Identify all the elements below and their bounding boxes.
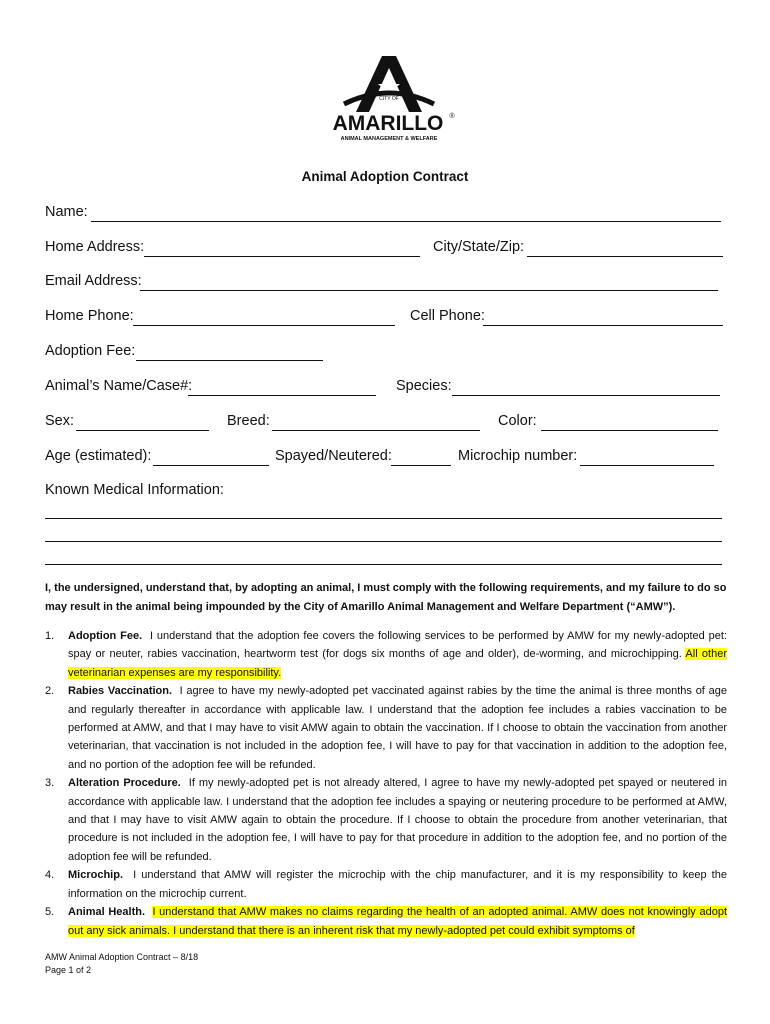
microchip-number-label: Microchip number: bbox=[458, 448, 578, 464]
item-text: I understand that AMW will register the microchip with the chip manufacturer, and it is my responsibility to keep the information on the microchip current. bbox=[68, 869, 727, 900]
home-phone-label: Home Phone: bbox=[45, 308, 134, 324]
medical-info-line-1[interactable] bbox=[45, 518, 722, 519]
color-field[interactable] bbox=[541, 430, 718, 431]
item-number: 5. bbox=[45, 906, 55, 919]
requirements-list bbox=[45, 627, 727, 940]
item-text: I understand that the adoption fee covers the following services to be performed by AMW for my newly-adopted pet: spay or neuter, rabies vaccination, heartworm test (for dogs six months of age and older), de-worming, and microchipping. bbox=[68, 630, 727, 661]
item-text: I agree to have my newly-adopted pet vaccinated against rabies by the time the animal is three months of age and regularly thereafter in accordance with applicable law. I understand that the adoption fee includes a rabies vaccination to be performed at AMW, and that I may have to visit AMW again to obtain the vaccination. If I choose to obtain the vaccination from another veterinarian, that vaccination is not included in the adoption fee, I will have to pay for that vaccination in addition to the adoption fee, and no portion of the adoption fee will be refunded. bbox=[68, 685, 727, 771]
spayed-neutered-label: Spayed/Neutered: bbox=[275, 448, 392, 464]
animal-name-label: Animal’s Name/Case#: bbox=[45, 378, 193, 394]
footer-page-number: Page 1 of 2 bbox=[45, 965, 92, 975]
item-number: 1. bbox=[45, 630, 55, 642]
item-number: 3. bbox=[45, 777, 55, 790]
animal-name-field[interactable] bbox=[188, 395, 376, 396]
species-field[interactable] bbox=[452, 395, 720, 396]
item-number: 4. bbox=[45, 869, 55, 882]
email-label: Email Address: bbox=[45, 273, 142, 289]
species-label: Species: bbox=[396, 378, 452, 394]
item-heading: Microchip. bbox=[68, 869, 124, 882]
age-field[interactable] bbox=[153, 465, 269, 466]
sex-field[interactable] bbox=[76, 430, 209, 431]
footer-doc-id: AMW Animal Adoption Contract – 8/18 bbox=[45, 952, 199, 962]
cell-phone-label: Cell Phone: bbox=[410, 308, 485, 324]
adoption-fee-label: Adoption Fee: bbox=[45, 343, 136, 359]
microchip-number-field[interactable] bbox=[580, 465, 714, 466]
city-state-zip-field[interactable] bbox=[527, 256, 723, 257]
age-label: Age (estimated): bbox=[45, 448, 152, 464]
sex-label: Sex: bbox=[45, 413, 75, 429]
name-field[interactable] bbox=[91, 221, 721, 222]
known-medical-label: Known Medical Information: bbox=[45, 482, 224, 498]
spayed-neutered-field[interactable] bbox=[391, 465, 451, 466]
item-heading: Animal Health. bbox=[68, 906, 146, 919]
list-item bbox=[45, 903, 727, 940]
logo-wordmark: AMARILLO bbox=[332, 112, 444, 135]
item-heading: Adoption Fee. bbox=[68, 630, 143, 642]
home-address-field[interactable] bbox=[144, 256, 420, 257]
amarillo-logo bbox=[322, 52, 462, 144]
name-label: Name: bbox=[45, 204, 88, 220]
list-item bbox=[45, 774, 727, 866]
breed-field[interactable] bbox=[272, 430, 480, 431]
intro-statement: I, the undersigned, understand that, by adopting an animal, I must comply with the following requirements, and my failure to do so may result in the animal being impounded by the City of Amarillo Animal Management and Welfare Department (“AMW”). bbox=[45, 582, 727, 613]
city-state-zip-label: City/State/Zip: bbox=[433, 239, 525, 255]
list-item bbox=[45, 866, 727, 903]
email-field[interactable] bbox=[140, 290, 718, 291]
color-label: Color: bbox=[498, 413, 537, 429]
logo-registered-mark: ® bbox=[449, 113, 455, 120]
medical-info-line-2[interactable] bbox=[45, 541, 722, 542]
adoption-fee-field[interactable] bbox=[136, 360, 323, 361]
page-footer bbox=[45, 951, 198, 977]
cell-phone-field[interactable] bbox=[483, 325, 723, 326]
home-address-label: Home Address: bbox=[45, 239, 145, 255]
breed-label: Breed: bbox=[227, 413, 270, 429]
item-highlight: I understand that AMW makes no claims regarding the health of an adopted animal. AMW does not knowingly adopt out any sick animals. I understand that there is an inherent risk that my newly-adopted pet could exhibit symptoms of bbox=[68, 906, 728, 937]
item-highlight: All other veterinarian expenses are my responsibility. bbox=[68, 648, 727, 679]
page-title: Animal Adoption Contract bbox=[301, 169, 469, 184]
item-text: If my newly-adopted pet is not already altered, I agree to have my newly-adopted pet spayed or neutered in accordance with applicable law. I understand that the adoption fee includes a spaying or neutering procedure to be performed at AMW, and that I may have to visit AMW again to obtain the procedure. If I choose to obtain the procedure from another veterinarian, that procedure is not included in the adoption fee, I will have to pay for that procedure in addition to the adoption fee, and no portion of the adoption fee will be refunded. bbox=[68, 777, 727, 863]
item-number: 2. bbox=[45, 685, 55, 698]
list-item bbox=[45, 682, 727, 774]
logo-city-of: CITY OF bbox=[379, 96, 399, 102]
home-phone-field[interactable] bbox=[133, 325, 395, 326]
item-heading: Alteration Procedure. bbox=[68, 777, 181, 790]
item-heading: Rabies Vaccination. bbox=[68, 685, 173, 698]
logo-subtitle: ANIMAL MANAGEMENT & WELFARE bbox=[340, 136, 438, 142]
medical-info-line-3[interactable] bbox=[45, 564, 722, 565]
list-item bbox=[45, 627, 727, 682]
